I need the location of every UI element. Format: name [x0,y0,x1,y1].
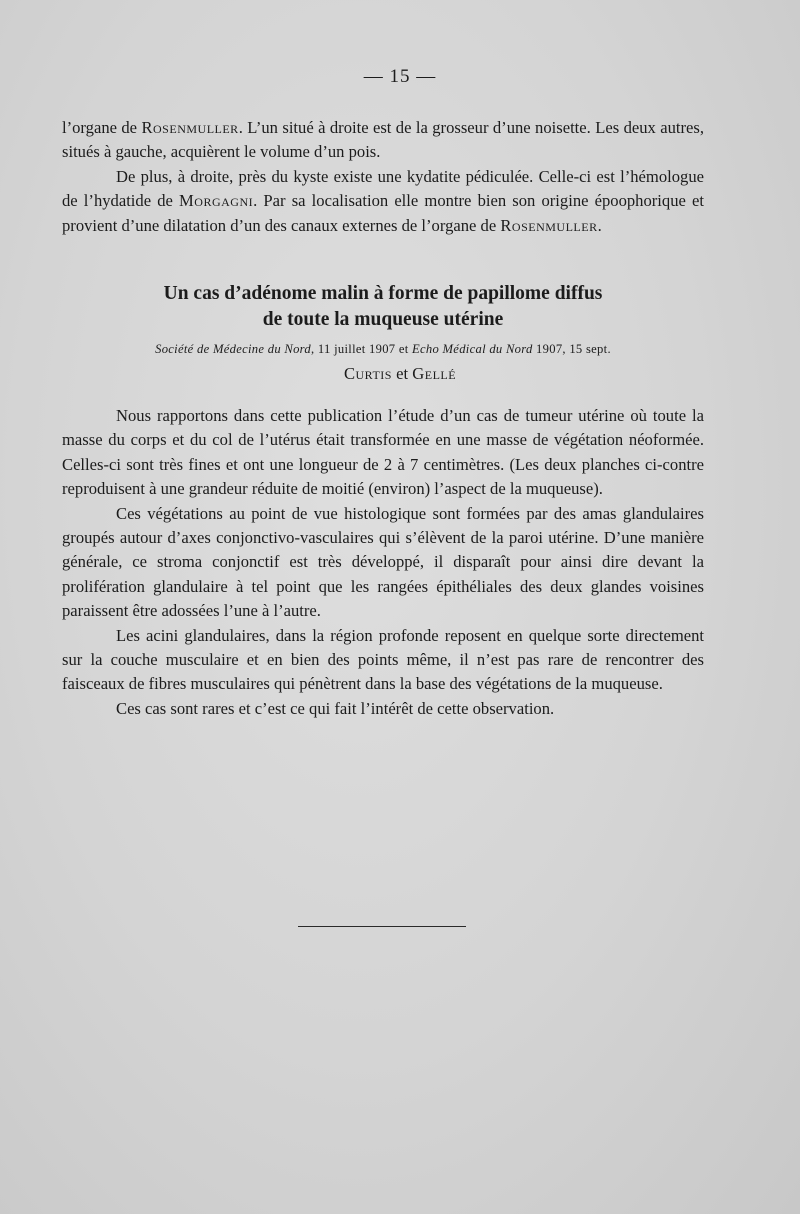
citation-date: 1907, 15 sept. [532,342,611,356]
author-name: Gellé [412,364,457,383]
article-paragraph: Nous rapportons dans cette publication l’étude d’un cas de tumeur utérine où toute la masse du corps et du col de l’utérus était transformée en une masse de végétation néoformée. Celles-ci sont très fines et ont une longueur de 2 à 7 centimètres. (Les deux planches ci-contre reproduisent à une grandeur réduite de moitié (environ) l’aspect de la muqueuse). [62,406,704,499]
person-name: Morgagni [179,191,254,211]
person-name: Rosenmuller [141,118,239,137]
article-title [62,281,704,333]
article-paragraph: Ces cas sont rares et c’est ce qui fait l’intérêt de cette observation. [116,698,555,718]
text-run: et [391,364,413,383]
text-run: . [597,215,602,235]
page-number: — 15 — [363,66,437,87]
text-run: . Par sa localisation elle montre bien son origine époophorique et provient d’une dilatation d’un des canaux externes de l’organe de [62,191,704,235]
article-paragraph: Les acini glandulaires, dans la région profonde reposent en quelque sorte directement sur la couche musculaire et en bien des points même, il n’est pas rare de rencontrer des faisceaux de fibres musculaires qui pénètrent dans la base des végétations de la muqueuse. [62,625,704,694]
article-paragraph: Ces végétations au point de vue histologique sont formées par des amas glandulaires groupés autour d’axes conjonctivo-vasculaires qui s’élèvent de la paroi utérine. D’une manière générale, ce stroma conjonctif est très développé, il disparaît pour ainsi dire devant la prolifération glandulaire à tel point que les rangées épithéliales des deux glandes voisines paraissent être adossées l’une à l’autre. [62,503,704,621]
article-citation [62,340,704,358]
article-body [62,404,704,721]
intro-paragraph-1 [62,116,704,165]
intro-text [62,116,704,238]
section-end-rule [298,926,466,927]
article-title-line-1: Un cas d’adénome malin à forme de papillome diffus [163,283,603,304]
journal-name: Echo Médical du Nord [411,342,533,356]
journal-name: Société de Médecine du Nord [155,342,311,356]
article-authors [0,364,800,384]
text-run: . L’un situé à droite est de la grosseur d’une noisette. Les deux autres, situés à gauche, acquièrent le volume d’un pois. [62,118,704,162]
text-run: l’organe de [62,118,142,137]
article-title-line-2: de toute la muqueuse utérine [262,309,504,330]
text-run: De plus, à droite, près du kyste existe une kydatite pédiculée. Celle-ci est l’hémologue de l’hydatide de [62,166,704,211]
citation-date: , 11 juillet 1907 et [311,342,412,356]
person-name: Rosenmuller [500,215,598,235]
intro-paragraph-2 [62,165,704,238]
author-name: Curtis [343,364,392,383]
